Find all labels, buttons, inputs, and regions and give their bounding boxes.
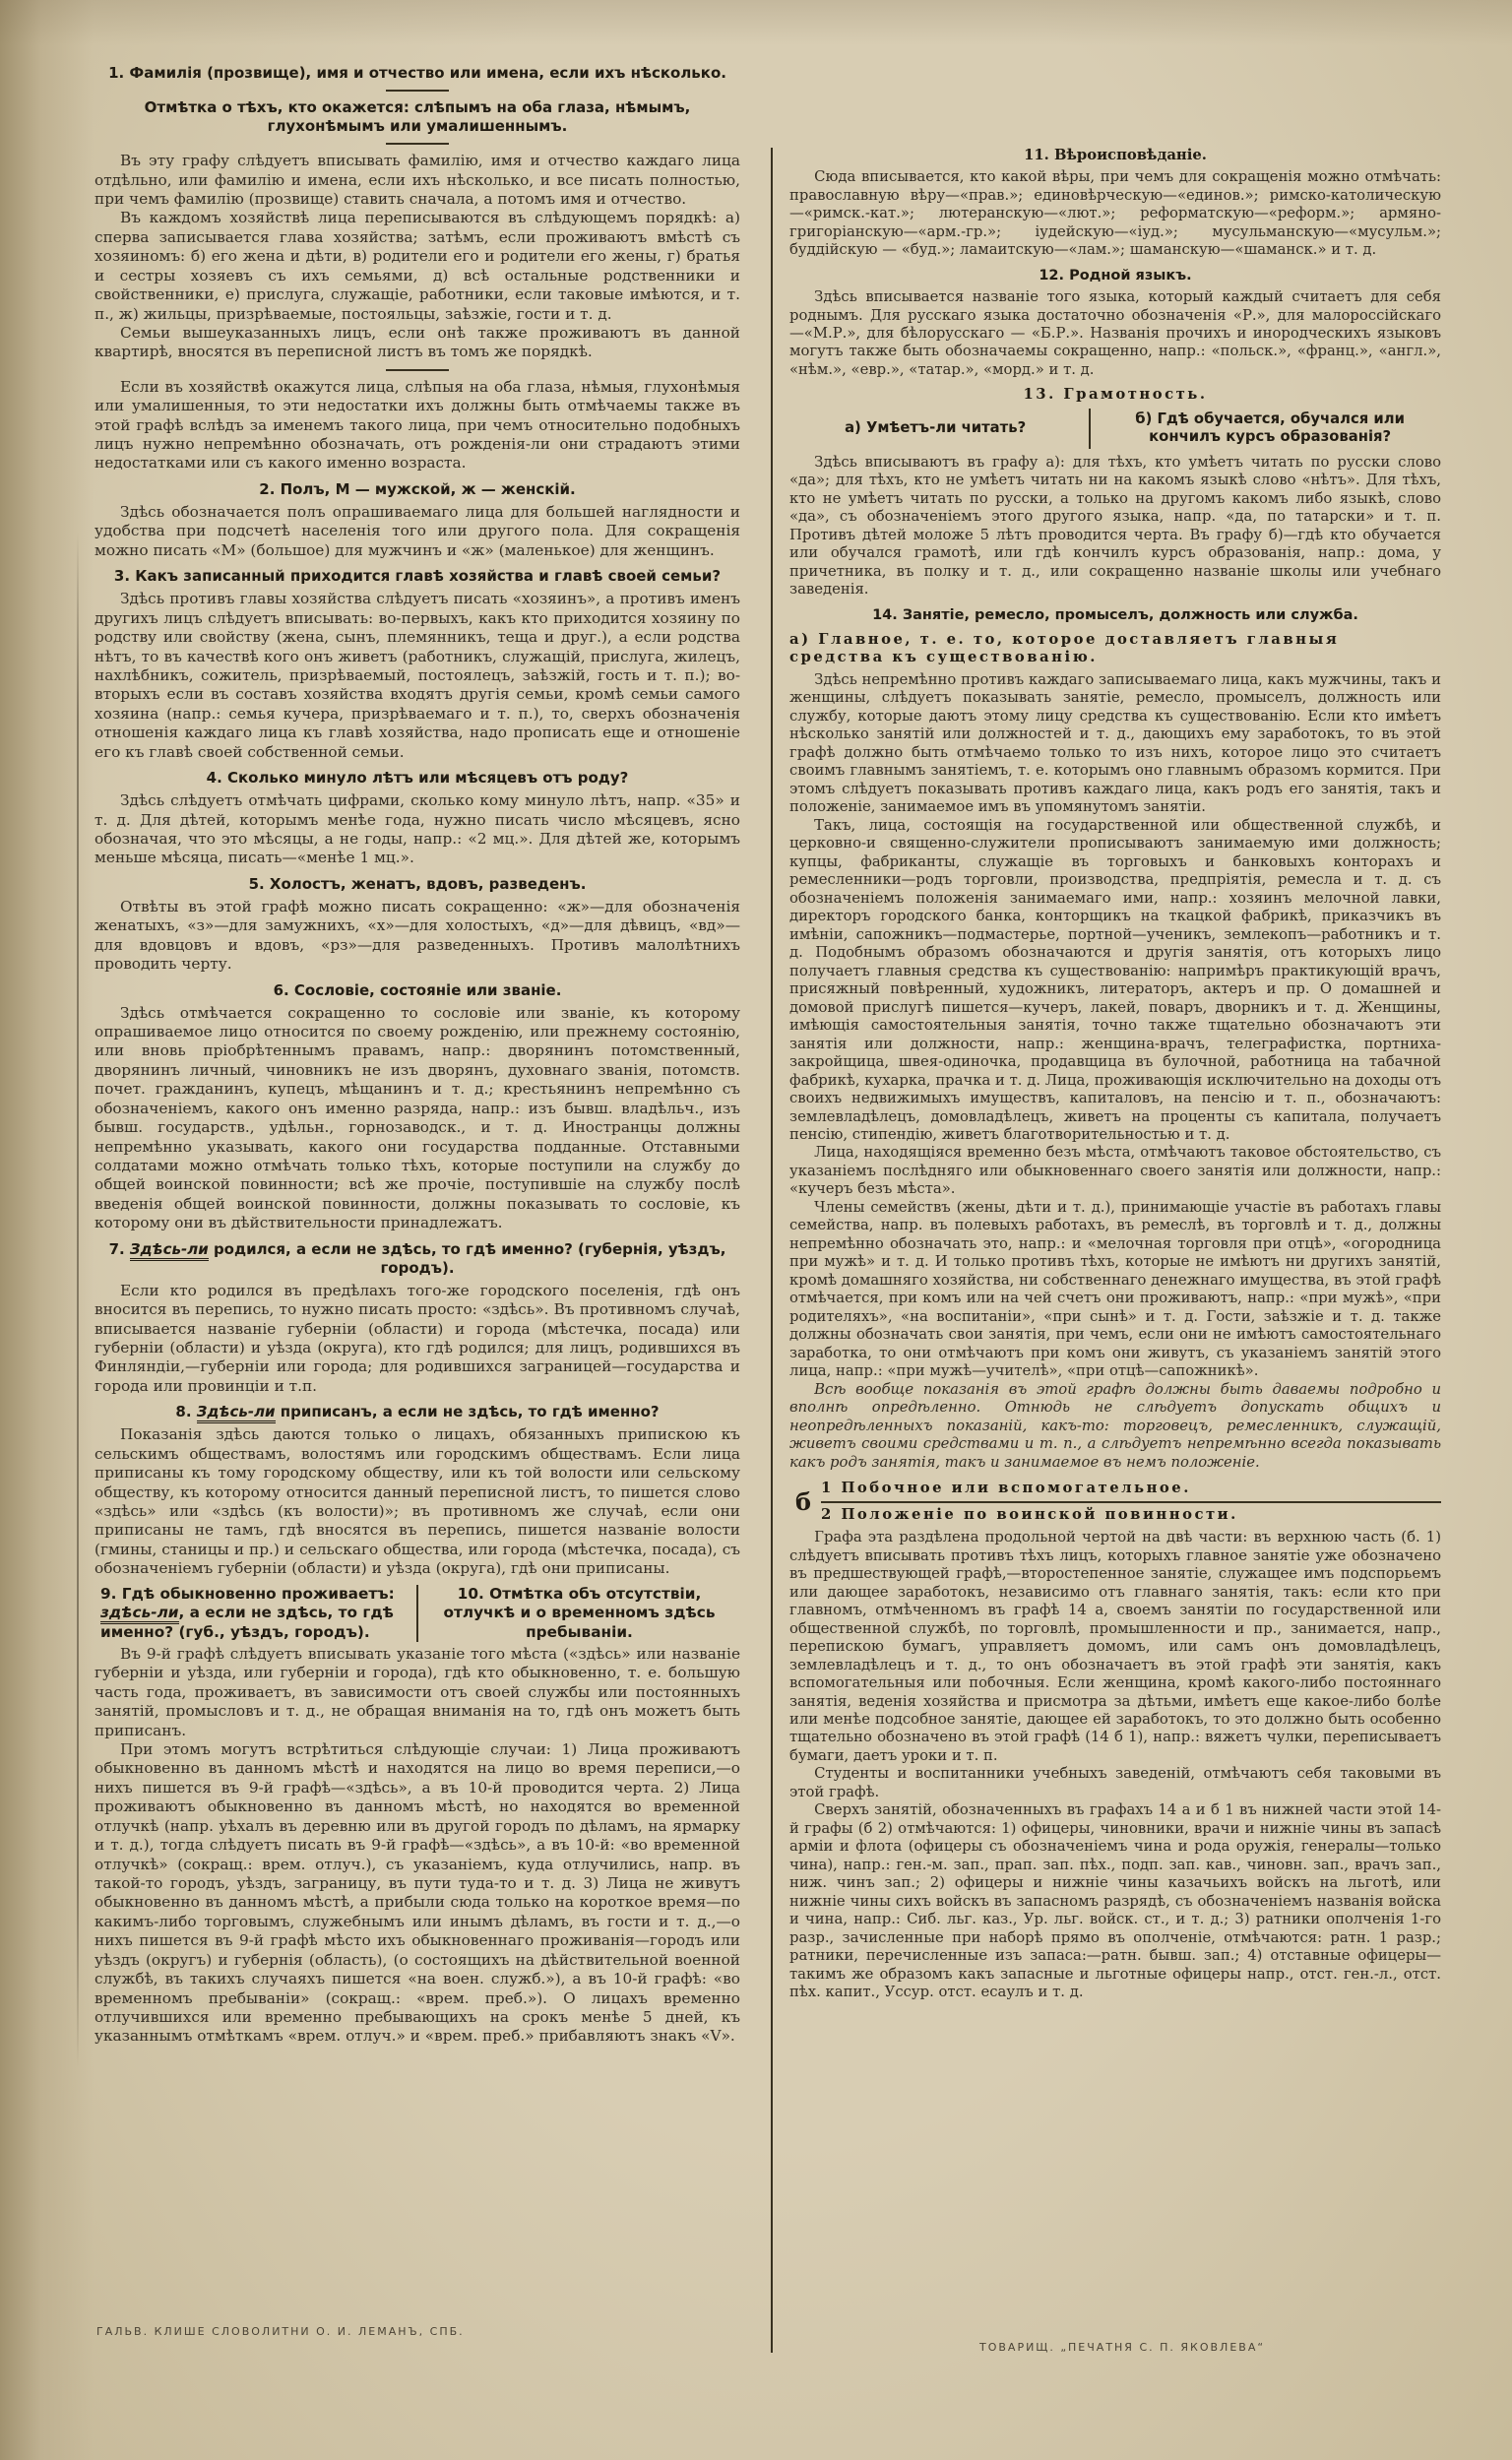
- section-8: [94, 1403, 740, 1578]
- paragraph: Лица, находящіяся временно безъ мѣста, отмѣчаютъ таковое обстоятельство, съ указаніемъ послѣдняго или обыкновеннаго своего занятія или должности, напр.: «кучеръ безъ мѣста».: [789, 1144, 1441, 1198]
- heading-text: приписанъ, а если не здѣсь, то гдѣ именно?: [275, 1403, 660, 1421]
- underlined-word: Здѣсь-ли: [130, 1240, 209, 1261]
- paragraph: Здѣсь вписываютъ въ графу а): для тѣхъ, кто умѣетъ читать по русски слово «да»; для тѣхъ, кто не умѣетъ читать ни на какомъ языкѣ слово «нѣтъ». Для тѣхъ, кто не умѣетъ читать по русски, а только на другомъ какомъ либо языкѣ, слово «да», съ обозначеніемъ этого другого языка, напр. «да, по татарски» и т. п. Противъ дѣтей моложе 5 лѣтъ проводится черта. Въ графу б)—гдѣ кто обучается или обучался грамотѣ, или гдѣ кончилъ курсъ образованія, напр.: дома, у причетника, въ полку и т. д., или сокращенно названіе школы или учебнаго заведенія.: [789, 453, 1441, 599]
- divider-rule: [386, 143, 449, 145]
- paragraph: Здѣсь противъ главы хозяйства слѣдуетъ писать «хозяинъ», а противъ именъ другихъ лицъ слѣдуетъ вписывать: во-первыхъ, какъ кто приходится хозяину по родству или свойству (жена, сынъ, племянникъ, теща и друг.), а если родства нѣтъ, то въ качествѣ кого онъ живетъ (работникъ, служащій, прислуга, жилецъ, нахлѣбникъ, сожитель, призрѣваемый, постоялецъ, заѣзжій, гость и т. п.); во-вторыхъ если въ составъ хозяйства входятъ другія семьи, кромѣ семьи самого хозяина (напр.: семья кучера, призрѣваемаго и т. п.), то, сверхъ обозначенія отношенія каждаго лица къ главѣ хозяйства, надо прописать еще и отношеніе его къ главѣ своей собственной семьи.: [94, 590, 740, 761]
- divider-rule: [386, 90, 449, 92]
- left-column: [94, 57, 740, 2047]
- b-label: б: [795, 1486, 812, 1516]
- section-heading: 5. Холостъ, женатъ, вдовъ, разведенъ.: [248, 874, 587, 893]
- section-heading: 2. Полъ, М — мужской, ж — женскій.: [259, 479, 576, 498]
- dual-section-heading: [94, 1585, 740, 1642]
- section-14: [789, 606, 1441, 2002]
- paragraph: Въ каждомъ хозяйствѣ лица переписываются въ слѣдующемъ порядкѣ: а) сперва записывается глава хозяйства; затѣмъ, если проживаютъ вмѣстѣ съ хозяиномъ: б) его жена и дѣти, в) родители его и родители его жены, г) братья и сестры хозяевъ съ ихъ семьями, д) всѣ остальные родственники и свойственники, е) прислуга, служащіе, работники, если таковые имѣются, и т. п., ж) жильцы, призрѣваемые, постояльцы, заѣзжіе, гости и т. д.: [94, 209, 740, 323]
- section-2: [94, 480, 740, 560]
- paragraph: Сюда вписывается, кто какой вѣры, при чемъ для сокращенія можно отмѣчать: православную вѣру—«прав.»; единовѣрческую—«единов.»; римско-католическую—«римск.-кат.»; лютеранскую—«лют.»; реформатскую—«реформ.»; армяно-григоріанскую—«арм.-гр.»; іудейскую—«іуд.»; мусульманскую—«мусульм.»; буддійскую — «буд.»; ламаитскую—«лам.»; шаманскую—«шаманск.» и т. д.: [789, 168, 1441, 259]
- section-10-heading: 10. Отмѣтка объ отсутствіи, отлучкѣ и о временномъ здѣсь пребываніи.: [443, 1584, 716, 1641]
- subheading-b1-secondary-occupation: 1 Побочное или вспомогательное.: [821, 1480, 1441, 1502]
- column-divider: [771, 148, 773, 2353]
- paragraph: Если въ хозяйствѣ окажутся лица, слѣпыя на оба глаза, нѣмыя, глухонѣмыя или умалишенныя, то эти недостатки ихъ должны быть отмѣчаемы также въ этой графѣ вслѣдъ за именемъ такого лица, при чемъ относительно подобныхъ лицъ нужно непремѣнно обозначать, отъ рожденія-ли они страдаютъ этими недостатками или съ какого именно возраста.: [94, 377, 740, 473]
- divider-rule: [386, 369, 449, 371]
- paragraph: Здѣсь слѣдуетъ отмѣчать цифрами, сколько кому минуло лѣтъ, напр. «35» и т. д. Для дѣтей, которымъ менѣе года, нужно писать число мѣсяцевъ, ясно обозначая, что это мѣсяцы, а не годы, напр.: «2 мц.». Для дѣтей же, которымъ меньше мѣсяца, писать—«менѣе 1 мц.».: [94, 791, 740, 867]
- section-heading: 3. Какъ записанный приходится главѣ хозяйства и главѣ своей семьи?: [113, 567, 722, 586]
- section-heading: 1. Фамилія (прозвище), имя и отчество или имена, если ихъ нѣсколько.: [108, 64, 726, 82]
- section-5: [94, 875, 740, 975]
- paragraph: Здѣсь непремѣнно противъ каждаго записываемаго лица, какъ мужчины, такъ и женщины, слѣдуетъ показывать занятіе, ремесло, промыселъ, должность или службу, которые даютъ этому лицу средства къ существованію. Если кто имѣетъ нѣсколько занятій или должностей и т. д., дающихъ ему заработокъ, то въ этой графѣ должно быть отмѣчаемо только то изъ нихъ, которое лицо это считаетъ своимъ главнымъ занятіемъ, т. е. которымъ оно главнымъ образомъ кормится. При этомъ слѣдуетъ показывать противъ каждаго лица, какъ родъ его занятія, такъ и положеніе, занимаемое имъ въ упомянутомъ занятіи.: [789, 670, 1441, 816]
- subheading-a: а) Умѣетъ-ли читать?: [789, 409, 1091, 449]
- section-4: [94, 769, 740, 868]
- underlined-word: Здѣсь-ли: [197, 1403, 276, 1423]
- section-1: [94, 64, 740, 473]
- paragraph: Такъ, лица, состоящія на государственной или общественной службѣ, и церковно-и священно-служители прописываютъ занимаемую ими должность; купцы, фабриканты, служащіе въ торговыхъ и банковыхъ конторахъ и ремесленники—родъ торговли, производства, предпріятія, ремесла и т. д. съ обозначеніемъ положенія занимаемаго ими, напр.: хозяинъ мелочной лавки, директоръ городского банка, конторщикъ на ткацкой фабрикѣ, приказчикъ въ имѣніи, сапожникъ—подмастерье, портной—ученикъ, землекопъ—работникъ и т. д. Подобнымъ образомъ обозначаются и другія занятія, отъ которыхъ лицо получаетъ главныя средства къ существованію: напримѣръ практикующій врачъ, присяжный повѣренный, художникъ, литераторъ, актеръ и пр. О домашней и домовой прислугѣ пишется—кучеръ, лакей, поваръ, дворникъ и т. д. Женщины, имѣющія самостоятельныя занятія, точно также тщательно обозначаютъ эти занятія или должности, напр.: женщина-врачъ, телеграфистка, портниха-закройщица, швея-одиночка, продавщица въ булочной, работница на табачной фабрикѣ, кухарка, прачка и т. д. Лица, проживающія исключительно на доходы отъ своихъ недвижимыхъ имуществъ, капиталовъ, на пенсію и т. п., обозначаютъ: землевладѣлецъ, домовладѣлецъ, живетъ на проценты съ капитала, получаетъ пенсію, стипендію, живетъ благотворительностью и т. д.: [789, 816, 1441, 1143]
- heading-text: , а если не здѣсь, то гдѣ именно? (губ., уѣздъ, городъ).: [100, 1604, 394, 1641]
- paragraph: Графа эта раздѣлена продольной чертой на двѣ части: въ верхнюю часть (б. 1) слѣдуетъ вписывать противъ тѣхъ лицъ, которыхъ главное занятіе уже обозначено въ предшествующей графѣ,—второстепенное занятіе, служащее имъ подспорьемъ или дающее заработокъ, независимо отъ главнаго занятія, такъ: если кто при главномъ, отмѣченномъ въ графѣ 14 а, своемъ занятіи по государственной или общественной службѣ, по торговлѣ, промышленности и пр., занимается, напр., перепискою бумагъ, управляетъ домомъ, или самъ онъ домовладѣлецъ, землевладѣлецъ и т. д., то онъ обозначаетъ въ этой графѣ эти занятія, какъ вспомогательныя или побочныя. Если женщина, кромѣ какого-либо постояннаго занятія, веденія хозяйства и присмотра за дѣтьми, имѣетъ еще какое-либо болѣе или менѣе подсобное занятіе, дающее ей заработокъ, то это должно быть особенно тщательно обозначено въ этой графѣ (14 б 1), напр.: вяжетъ чулки, переписываетъ бумаги, даетъ уроки и т. п.: [789, 1529, 1441, 1764]
- section-heading: 12. Родной языкъ.: [1039, 267, 1192, 284]
- paragraph: Въ эту графу слѣдуетъ вписывать фамилію, имя и отчество каждаго лица отдѣльно, или фамилію и имена, если ихъ нѣсколько, и все писать полностью, при чемъ фамилію (прозвище) ставить сначала, а потомъ имя и отчество.: [94, 152, 740, 208]
- heading-text: родился, а если не здѣсь, то гдѣ именно? (губернія, уѣздъ, городъ).: [208, 1239, 726, 1277]
- paragraph: Всѣ вообще показанія въ этой графѣ должны быть даваемы подробно и вполнѣ опредѣленно. Отнюдь не слѣдуетъ допускать общихъ и неопредѣленныхъ показаній, какъ-то: торговецъ, ремесленникъ, служащій, живетъ своими средствами и т. п., а слѣдуетъ непремѣнно всегда показывать какъ родъ занятія, такъ и занимаемое въ немъ положеніе.: [789, 1380, 1441, 1471]
- paragraph: При этомъ могутъ встрѣтиться слѣдующіе случаи: 1) Лица проживаютъ обыкновенно въ данномъ мѣстѣ и находятся на лицо во время переписи,—о нихъ пишется въ 9-й графѣ—«здѣсь», а въ 10-й проводится черта. 2) Лица проживаютъ обыкновенно въ данномъ мѣстѣ, но находятся во временной отлучкѣ (напр. уѣхалъ въ деревню или въ другой городъ по дѣламъ, на ярмарку и т. д.), тогда слѣдуетъ писать въ 9-й графѣ—«здѣсь», а въ 10-й: «во временной отлучкѣ» (сокращ.: врем. отлуч.), съ указаніемъ, куда отлучились, напр. въ такой-то городъ, уѣздъ, заграницу, въ пути туда-то и т. д. 3) Лица не живутъ обыкновенно въ данномъ мѣстѣ, а прибыли сюда только на короткое время—по какимъ-либо торговымъ, служебнымъ или инымъ дѣламъ, въ гости и т. д.,—о нихъ пишется въ 9-й графѣ мѣсто ихъ обыкновеннаго проживанія—городъ или уѣздъ (округъ) и губернія (область), (о состоящихъ на дѣйствительной военной службѣ, въ такихъ случаяхъ пишется «на воен. служб.»), а въ 10-й графѣ: «во временномъ пребываніи» (сокращ.: «врем. преб.»). О лицахъ временно отлучившихся или временно пребывающихъ на срокъ менѣе 5 дней, къ указаннымъ отмѣткамъ «врем. отлуч.» и «врем. преб.» прибавляютъ знакъ «V».: [94, 1740, 740, 2046]
- section-9-10: [94, 1585, 740, 2047]
- section-heading: 13. Грамотность.: [1023, 386, 1208, 404]
- section-3: [94, 567, 740, 762]
- subheading-b-block: [789, 1480, 1441, 1524]
- paragraph: Если кто родился въ предѣлахъ того-же городского поселенія, гдѣ онъ вносится въ перепись, то нужно писать просто: «здѣсь». Въ противномъ случаѣ, вписывается названіе губерніи (области) и города (мѣстечка, посада) или губерніи (области) и уѣзда (округа), кто гдѣ родился; для лицъ, родившихся въ Финляндіи,—губерніи или города; для родившихся заграницей—государства и города или провинціи и т.п.: [94, 1281, 740, 1395]
- paragraph: Студенты и воспитанники учебныхъ заведеній, отмѣчаютъ себя таковыми въ этой графѣ.: [789, 1765, 1441, 1800]
- subheading-a-main-occupation: а) Главное, т. е. то, которое доставляетъ главныя средства къ существованію.: [789, 630, 1340, 666]
- section-11: [789, 147, 1441, 260]
- section-13: [789, 386, 1441, 599]
- paragraph: Въ 9-й графѣ слѣдуетъ вписывать указаніе того мѣста («здѣсь» или названіе губерніи и уѣзда, или губерніи и города), гдѣ кто обыкновенно, т. е. большую часть года, проживаетъ, въ зависимости отъ своей службы или постоянныхъ занятій, промысловъ и т. д., не обращая вниманія на то, гдѣ онъ можетъ быть приписанъ.: [94, 1644, 740, 1739]
- section-12: [789, 267, 1441, 380]
- section-7: [94, 1240, 740, 1397]
- right-column: [789, 140, 1441, 2002]
- heading-text: 9. Гдѣ обыкновенно проживаетъ:: [100, 1584, 395, 1603]
- section-heading: 14. Занятіе, ремесло, промыселъ, должность или служба.: [872, 606, 1358, 623]
- paragraph: Сверхъ занятій, обозначенныхъ въ графахъ 14 а и б 1 въ нижней части этой 14-й графы (б 2) отмѣчаются: 1) офицеры, чиновники, врачи и нижніе чины въ запасѣ арміи и флота (офицеры съ обозначеніемъ чина и рода оружія, генералы—только чина), напр.: ген.-м. зап., прап. зап. пѣх., подп. зап. кав., чиновн. зап., врачъ зап., ниж. чинъ зап.; 2) офицеры и нижніе чины казачьихъ войскъ на льготѣ, или нижніе чины сихъ войскъ въ запасномъ разрядѣ, съ обозначеніемъ названія войска и чина, напр.: Сиб. льг. каз., Ур. льг. войск. ст., и т. д.; 3) ратники ополченія 1-го разр., зачисленные при наборѣ прямо въ ополченіе, отмѣчаются: ратн. 1 разр.; ратники, перечисленные изъ запаса:—ратн. бывш. зап.; 4) отставные офицеры—такимъ же образомъ какъ запасные и льготные офицеры напр., отст. ген.-л., отст. пѣх. капит., Уссур. отст. есаулъ и т. д.: [789, 1801, 1441, 2001]
- paragraph: Здѣсь отмѣчается сокращенно то сословіе или званіе, къ которому опрашиваемое лицо относится по своему рожденію, или прежнему состоянію, или вновь пріобрѣтеннымъ правамъ, напр.: дворянинъ потомственный, дворянинъ личный, чиновникъ не изъ дворянъ, духовнаго званія, потомств. почет. гражданинъ, купецъ, мѣщанинъ и т. д.; крестьянинъ непремѣнно съ обозначеніемъ, какого онъ именно разряда, напр.: изъ бывш. владѣльч., изъ бывш. государств., удѣльн., горнозаводск., и т. д. Иностранцы должны непремѣнно указывать, какого они государства подданные. Отставными солдатами можно отмѣчать только тѣхъ, которые поступили на службу до общей воинской повинности; всѣ же прочіе, поступившіе на службу послѣ введенія общей воинской повинности, должны показывать то сословіе, къ которому они въ дѣйствительности принадлежатъ.: [94, 1003, 740, 1232]
- paragraph: Члены семействъ (жены, дѣти и т. д.), принимающіе участіе въ работахъ главы семейства, напр. въ полевыхъ работахъ, въ ремеслѣ, въ торговлѣ и т. д., должны непремѣнно обозначать это, напр.: и «мелочная торговля при отцѣ», «огородница при мужѣ» и т. д. И только противъ тѣхъ, которые не имѣютъ ни другихъ занятій, кромѣ домашняго хозяйства, ни собственнаго денежнаго имущества, въ этой графѣ отмѣчается, при комъ или на чей счетъ они проживаютъ, напр.: «при мужѣ», «при родителяхъ», «на воспитаніи», «при сынѣ» и т. д. Гости, заѣзжіе и т. д. также должны обозначать свои занятія, при чемъ, если они не имѣютъ самостоятельнаго заработка, то они отмѣчаютъ при комъ они живутъ, съ указаніемъ занятій этого лица, напр.: «при мужѣ—учителѣ», «при отцѣ—сапожникѣ».: [789, 1198, 1441, 1380]
- section-heading: [94, 1403, 740, 1421]
- section-9-heading: [94, 1585, 418, 1642]
- section-heading: [94, 1240, 740, 1278]
- paragraph: Семьи вышеуказанныхъ лицъ, если онѣ также проживаютъ въ данной квартирѣ, вносятся въ переписной листъ въ томъ же порядкѣ.: [94, 323, 740, 361]
- subheading-b2-military-status: 2 Положеніе по воинской повинности.: [821, 1505, 1238, 1523]
- paragraph: Здѣсь обозначается полъ опрашиваемаго лица для большей наглядности и удобства при подсчетѣ населенія того или другого пола. Для сокращенія можно писать «М» (большое) для мужчинъ и «ж» (маленькое) для женщинъ.: [94, 502, 740, 559]
- page-fold-line: [77, 532, 79, 2067]
- paragraph: Показанія здѣсь даются только о лицахъ, обязанныхъ припискою къ сельскимъ обществамъ, волостямъ или городскимъ обществамъ. Если лица приписаны къ тому городскому обществу, или къ той волости или сельскому обществу, къ которому относится данный переписной листъ, то пишется слово «здѣсь» или «здѣсь (къ волости)»; въ противномъ же случаѣ, если они приписаны не тамъ, гдѣ вносятся въ перепись, пишется названіе волости (гмины, станицы и пр.) и сельскаго общества, или города (мѣстечка, посада), съ обозначеніемъ губерніи (области) и уѣзда (округа), гдѣ они приписаны.: [94, 1425, 740, 1578]
- paragraph: Отвѣты въ этой графѣ можно писать сокращенно: «ж»—для обозначенія женатыхъ, «з»—для замужнихъ, «х»—для холостыхъ, «д»—для дѣвицъ, «вд»—для вдовцовъ и вдовъ, «рз»—для разведенныхъ. Противъ малолѣтнихъ проводить черту.: [94, 897, 740, 974]
- printer-credit-left: ГАЛЬВ. КЛИШЕ СЛОВОЛИТНИ О. И. ЛЕМАНЪ, СПБ.: [96, 2325, 465, 2338]
- disability-note-heading: Отмѣтка о тѣхъ, кто окажется: слѣпымъ на оба глаза, нѣмымъ, глухонѣмымъ или умалишеннымъ.: [144, 98, 691, 136]
- section-heading: 11. Вѣроисповѣданіе.: [1024, 147, 1207, 163]
- paragraph: Здѣсь вписывается названіе того языка, который каждый считаетъ для себя роднымъ. Для русскаго языка достаточно обозначенія «Р.», для малороссійскаго—«М.Р.», для бѣлорусскаго — «Б.Р.». Названія прочихъ и инородческихъ языковъ могутъ также быть обозначаемы сокращенно, напр.: «польск.», «франц.», «англ.», «нѣм.», «евр.», «татар.», «морд.» и т. д.: [789, 288, 1441, 378]
- subheading-b: б) Гдѣ обучается, обучался или кончилъ курсъ образованія?: [1135, 410, 1405, 446]
- literacy-subheadings: [789, 409, 1441, 449]
- heading-text: 7.: [108, 1239, 130, 1258]
- section-6: [94, 981, 740, 1233]
- section-heading: 4. Сколько минуло лѣтъ или мѣсяцевъ отъ роду?: [206, 769, 629, 788]
- section-heading: 6. Сословіе, состояніе или званіе.: [273, 980, 562, 999]
- printer-credit-right: ТОВАРИЩ. „ПЕЧАТНЯ С. П. ЯКОВЛЕВА“: [979, 2341, 1266, 2354]
- underlined-word: здѣсь-ли: [100, 1604, 179, 1624]
- heading-text: 8.: [175, 1403, 197, 1421]
- b-sublines: [821, 1480, 1441, 1524]
